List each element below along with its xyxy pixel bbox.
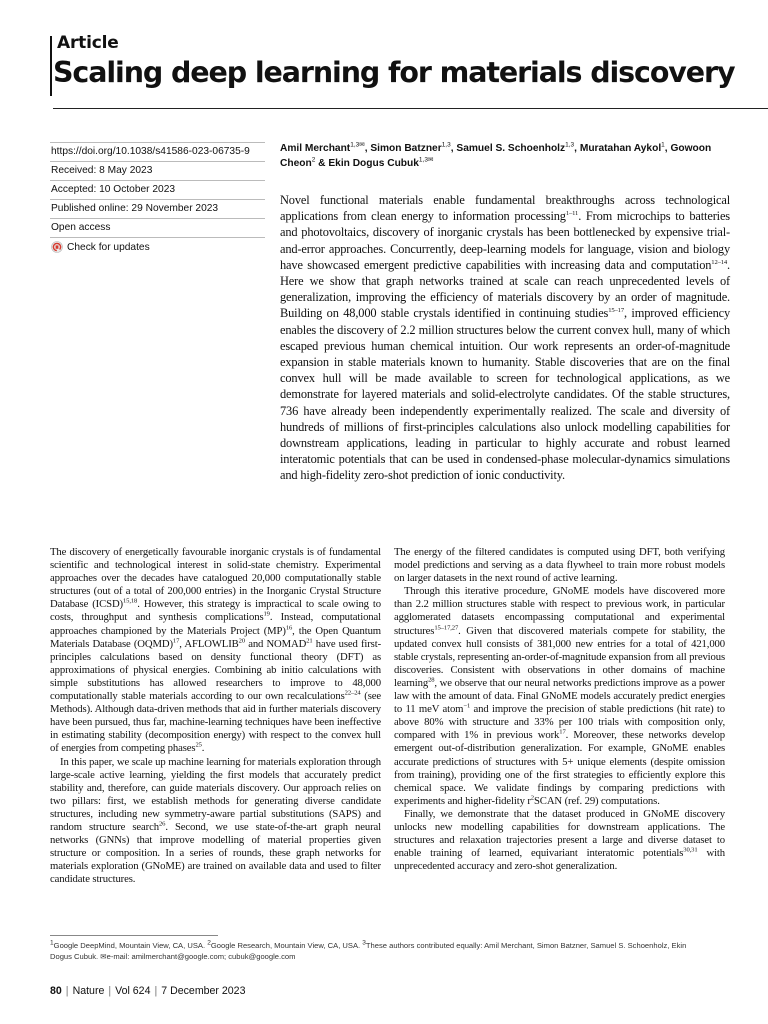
text-run: . However, this strategy is impractical to scale owing to costs, throughput and synthesis complications xyxy=(50,598,381,624)
open-access-label: Open access xyxy=(50,219,265,238)
text-run: , improved efficiency enables the discovery of 2.2 million structures below the current convex hull, many of which escaped previous human chemical intuition. Our work represents an order-of-magnitude expansion in stable materials known to humanity. Stable discoveries that are on the final convex hull will be made available to screen for technological applications, as we demonstrate for layered materials and solid-electrolyte candidates. Of the stable structures, 736 have already been independently experimentally realized. The scale and diversity of hundreds of millions of first-principles calculations also unlock modelling capabilities for downstream applications, leading in particular to highly accurate and robust learned interatomic potentials that can be used in condensed-phase molecular-dynamics simulations and high-fidelity zero-shot prediction of ionic conductivity. xyxy=(280,306,731,483)
text-run: These authors contributed equally: Amil Merchant, Simon Batzner, Samuel S. Schoenholz, Ekin Dogus Cubuk. ✉e-mail: amilmerchant@google.com; cubuk@google.com xyxy=(50,941,687,961)
article-title: Scaling deep learning for materials discovery xyxy=(53,56,735,89)
text-run: . Here we show that graph networks trained at scale can reach unprecedented levels of generalization, improving the efficiency of materials discovery by an order of magnitude. Building on 48,000 stable crystals identified in continuing studies xyxy=(280,257,730,321)
citation-ref: 20 xyxy=(238,637,246,645)
author-affiliation-ref: 1,3 xyxy=(441,141,451,149)
citation-ref: 21 xyxy=(306,637,313,645)
doi-link[interactable]: https://doi.org/10.1038/s41586-023-06735-9 xyxy=(50,142,265,162)
page-footer: 80 | Nature | Vol 624 | 7 December 2023 xyxy=(50,985,246,997)
article-metadata xyxy=(50,142,265,257)
citation-ref: 28 xyxy=(428,676,435,684)
author-affiliation-ref: 1,3✉ xyxy=(418,156,434,164)
citation-ref: 1–11 xyxy=(565,210,579,218)
accepted-date: Accepted: 10 October 2023 xyxy=(50,181,265,200)
journal-name: Nature xyxy=(72,985,105,997)
author-separator: , xyxy=(450,143,457,154)
author-affiliation-ref: 2 xyxy=(311,156,316,164)
text-run: , the Open Quantum Materials Database (OQMD) xyxy=(50,624,382,650)
text-run: (see Methods). Although data-driven methods that aid in further materials discovery have been pursued, thus far, machine-learning techniques have been ineffective in estimating stability (decomposition energy) with respect to the convex hull of energies from competing phases xyxy=(50,690,381,755)
section-accent-bar xyxy=(50,36,52,96)
text-run: The energy of the filtered candidates is computed using DFT, both verifying model predictions and serving as a data flywheel to train more robust models on larger datasets in the next round of active learning. xyxy=(394,546,725,585)
issue-date: 7 December 2023 xyxy=(161,985,246,997)
citation-ref: 26 xyxy=(158,820,166,828)
text-run: Novel functional materials enable fundamental breakthroughs across technological applications from clean energy to information processing xyxy=(280,193,730,224)
author-name[interactable]: Gowoon Cheon xyxy=(280,143,712,169)
text-run: and NOMAD xyxy=(245,637,307,650)
citation-ref: 16 xyxy=(285,624,293,631)
citation-ref: 3 xyxy=(362,939,366,947)
check-updates-icon xyxy=(51,241,63,253)
author-separator: & xyxy=(315,157,329,169)
text-run: . Instead, computational approaches championed by the Materials Project (MP) xyxy=(50,611,381,637)
check-updates-label: Check for updates xyxy=(67,241,150,253)
text-run: . xyxy=(201,742,205,755)
citation-ref: 19 xyxy=(263,610,270,618)
body-paragraph xyxy=(394,585,725,808)
published-date: Published online: 29 November 2023 xyxy=(50,200,265,219)
author-name[interactable]: Amil Merchant xyxy=(280,143,351,154)
citation-ref: 12–14 xyxy=(711,258,728,266)
text-run: In this paper, we scale up machine learning for materials exploration through large-scale active learning, yielding the first models that accurately predict stability and, therefore, can guide materials discovery. Our approach relies on two pillars: first, we establish methods for generating diverse candidate structures, including new symmetry-aware partial substitutions (SAPS) and random structure search xyxy=(50,755,381,833)
author-separator: , xyxy=(574,143,580,154)
citation-ref: 22–24 xyxy=(344,689,361,697)
body-paragraph xyxy=(394,546,725,585)
author-name[interactable]: Samuel S. Schoenholz xyxy=(456,143,566,154)
citation-ref: 2 xyxy=(530,794,534,802)
author-name[interactable]: Muratahan Aykol xyxy=(579,143,662,154)
citation-ref: 17 xyxy=(559,728,566,736)
citation-ref: 15–17,27 xyxy=(434,624,459,631)
text-run: and improve the precision of stable predictions (hit rate) to above 80% with structure and 33% per 100 trials with composition only, compared with 1% in previous work xyxy=(394,703,726,742)
author-affiliation-ref: 1,3 xyxy=(565,141,575,149)
body-column-left xyxy=(50,546,381,886)
citation-ref: 17 xyxy=(172,637,180,645)
received-date: Received: 8 May 2023 xyxy=(50,162,265,181)
text-run: Google DeepMind, Mountain View, CA, USA. xyxy=(53,941,208,950)
text-run: , AFLOWLIB xyxy=(179,637,239,650)
citation-ref: 25 xyxy=(195,741,202,749)
body-paragraph xyxy=(50,546,381,756)
citation-ref: 2 xyxy=(207,939,211,947)
author-separator: , xyxy=(664,143,671,154)
text-run: have used first-principles calculations based on density functional theory (DFT) as approximations of physical energies. Combining ab initio calculations with simple substitutions has allowed researchers to improve to 48,000 computationally stable materials according to our own recalculations xyxy=(50,637,382,703)
author-name[interactable]: Simon Batzner xyxy=(370,143,442,154)
citation-ref: 1 xyxy=(50,939,54,947)
article-type-label: Article xyxy=(57,33,119,53)
body-column-right xyxy=(394,546,725,873)
text-run: . Moreover, these networks develop emergent out-of-distribution generalization. For example, GNoME enables accurate predictions of structures with 5+ unique elements (despite omission from training), providing one of the first strategies to efficiently explore this chemical space. We validate findings by comparing predictions with experiments and higher-fidelity r xyxy=(394,729,725,807)
page-number: 80 xyxy=(50,985,62,997)
body-paragraph xyxy=(394,808,725,873)
affiliation-footnotes xyxy=(50,940,710,962)
text-run: The discovery of energetically favourable inorganic crystals is of fundamental scientific and technological interest in solid-state chemistry. Experimental approaches over the decades have catalogued 20,000 computationally stable structures (out of a total of 200,000 entries) in the Inorganic Crystal Structure Database (ICSD) xyxy=(50,546,381,611)
author-affiliation-ref: 1 xyxy=(661,141,665,149)
check-for-updates-link[interactable] xyxy=(50,238,265,257)
volume-number: Vol 624 xyxy=(115,985,151,997)
author-list xyxy=(280,142,730,171)
abstract xyxy=(280,192,730,484)
citation-ref: 15–17 xyxy=(608,307,624,315)
text-run: . From microchips to batteries and photovoltaics, discovery of inorganic crystals has been bottlenecked by expensive trial-and-error approaches. Concurrently, deep-learning models for language, vision and biology have showcased emergent predictive capabilities with increasing data and computation xyxy=(280,209,730,272)
text-run: . Second, we use state-of-the-art graph neural networks (GNNs) that improve modelling of material properties given structure or composition. In a series of rounds, these graph networks for materials exploration (GNoME) are trained on available data and used to filter candidate structures. xyxy=(50,820,382,886)
text-run: , we observe that our neural networks predictions improve as a power law with the amount of data. Final GNoME models accurately predict energies to 11 meV atom xyxy=(394,676,725,716)
text-run: Google Research, Mountain View, CA, USA. xyxy=(210,941,363,950)
body-paragraph xyxy=(50,756,381,887)
text-run: Through this iterative procedure, GNoME models have discovered more than 2.2 million structures stable with respect to previous work, in particular agglomerated datasets encompassing computational and experimental structures xyxy=(394,585,725,637)
author-name[interactable]: Ekin Dogus Cubuk xyxy=(328,157,419,169)
text-run: Finally, we demonstrate that the dataset produced in GNoME discovery unlocks new modelling capabilities for downstream applications. The structures and relaxation trajectories present a large and diverse dataset to enable training of learned, equivariant interatomic potentials xyxy=(394,807,725,860)
author-separator: , xyxy=(364,143,371,154)
citation-ref: −1 xyxy=(463,702,471,710)
footnote-divider xyxy=(50,935,218,936)
citation-ref: 30,31 xyxy=(683,846,698,854)
text-run: . Given that discovered materials compete for stability, the updated convex hull consists of 381,000 new entries for a total of 421,000 stable crystals, representing an-order-of-magnitude expansion from all previous discoveries. Consistent with observations in other domains of machine learning xyxy=(394,624,726,689)
author-affiliation-ref: 1,3✉ xyxy=(350,141,365,149)
citation-ref: 15,18 xyxy=(122,597,138,605)
text-run: SCAN (ref. 29) computations. xyxy=(533,794,660,807)
text-run: with unprecedented accuracy and zero-shot generalization. xyxy=(394,847,725,873)
title-divider xyxy=(53,108,768,109)
